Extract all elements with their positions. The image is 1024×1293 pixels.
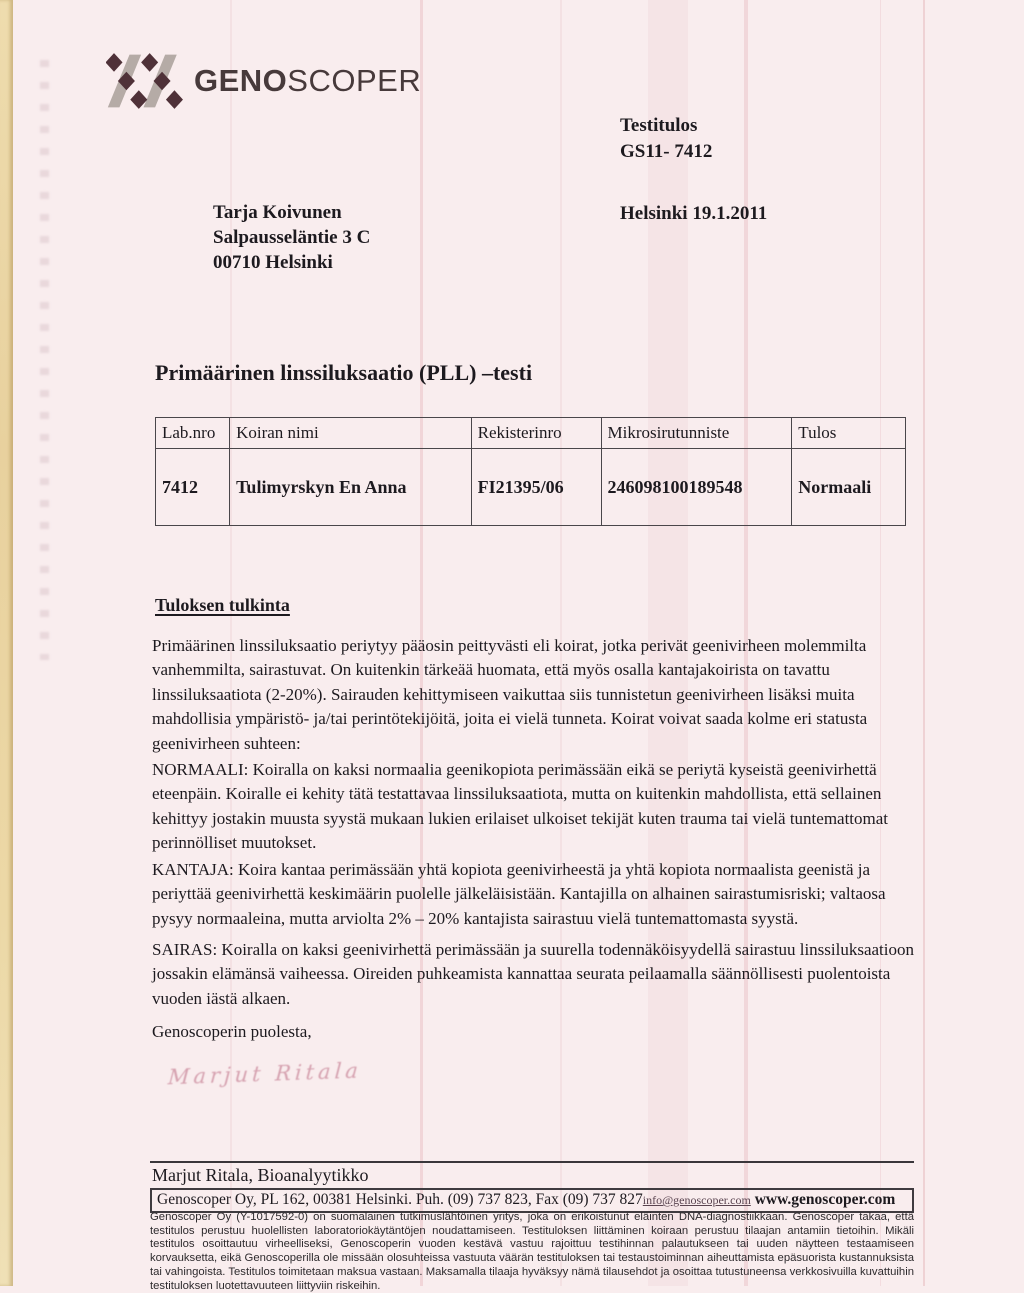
place-and-date: Helsinki 19.1.2011 xyxy=(620,203,768,224)
document-header xyxy=(620,113,712,165)
cell-labnro: 7412 xyxy=(156,449,230,526)
interpretation-paragraph-normaali: NORMAALI: Koiralla on kaksi normaalia geenikopiota perimässään eikä se periytä kyseistä geenivirhettä eteenpäin. Koiralle ei kehity tätä testattavaa linssiluksaatiota, mutta on kuitenkin mahdollista, että sellainen kehittyy jostakin muusta syystä mukaan lukien erilaiset ulkoiset tekijät kuten trauma tai vielä tuntemattomat perinnölliset muutokset. xyxy=(152,760,889,853)
recipient-street: Salpausseläntie 3 C xyxy=(213,227,371,248)
signatory-name: Marjut Ritala, Bioanalyytikko xyxy=(152,1165,369,1185)
recipient-name: Tarja Koivunen xyxy=(213,202,342,223)
genoscoper-logo-icon xyxy=(106,50,184,112)
recipient-city: 00710 Helsinki xyxy=(213,252,333,273)
company-contact-box xyxy=(150,1188,914,1213)
document-type: Testitulos xyxy=(620,115,698,136)
terms-fine-print: Genoscoper Oy (Y-1017592-0) on suomalainen tutkimuslähtöinen yritys, joka on erikoistunut eläinten DNA-diagnostiikkaan. Genoscoper takaa, että testitulos perustuu huolellisten laboratoriokäytäntöjen noudattamiseen. Testituloksen liittäminen koiraan perustuu tilaajan antamiin tietoihin. Mikäli testitulos osoittautuu virheelliseksi, Genoscoperin vuoden kestävä vastuu rajoittuu testihinnan palautukseen tai uuden näytteen testaamiseen korvauksetta, eikä Genoscoperilla ole missään olosuhteissa vastuuta väärän testituloksen tai testaustoiminnan aiheuttamista epäsuorista kustannuksista tai vahingoista. Testitulos toimitetaan maksua vastaan. Maksamalla tilaaja hyväksyy nämä tilausehdot ja osoittaa tutustuneensa verkkosivuilla kuvattuihin testituloksen luotettavuuteen liittyviin riskeihin. xyxy=(150,1211,914,1292)
closing-line: Genoscoperin puolesta, xyxy=(152,1022,312,1041)
interpretation-paragraph-kantaja: KANTAJA: Koira kantaa perimässään yhtä kopiota geenivirheestä ja yhtä kopiota normaalista geenistä ja periyttää geenivirhettä keskimäärin puolelle jälkeläisistään. Kantajilla on alhainen sairastumisriski; valtaosa pysyy normaaleina, mutta arviolta 2% – 20% kantajista sairastuu vielä tuntemattomasta syystä. xyxy=(152,860,886,928)
col-header-tulos: Tulos xyxy=(792,418,906,449)
signature-divider xyxy=(150,1161,914,1163)
cell-tulos: Normaali xyxy=(792,449,906,526)
results-table xyxy=(155,417,906,526)
scan-artifact-line xyxy=(923,0,925,1286)
table-header-row xyxy=(156,418,906,449)
interpretation-paragraph-intro: Primäärinen linssiluksaatio periytyy pääosin peittyvästi eli koirat, jotka perivät geenivirheen molemmilta vanhemmilta, sairastuvat. On kuitenkin tärkeää huomata, että myös osalla kantajakoirista on tavattu linssiluksaatiota (2-20%). Sairauden kehittymiseen vaikuttaa siis tunnistetun geenivirheen lisäksi muita mahdollisia ympäristö- ja/tai perintötekijöitä, joita ei vielä tunneta. Koirat voivat saada kolme eri statusta geenivirheen suhteen: xyxy=(152,636,868,753)
logo-text-bold: GENO xyxy=(194,63,288,98)
interpretation-heading: Tuloksen tulkinta xyxy=(155,595,290,615)
cell-rekisterinro: FI21395/06 xyxy=(471,449,601,526)
company-contact-text: Genoscoper Oy, PL 162, 00381 Helsinki. Puh. (09) 737 823, Fax (09) 737 827 xyxy=(157,1191,643,1208)
page-title: Primäärinen linssiluksaatio (PLL) –testi xyxy=(155,360,533,385)
scan-edge-strip xyxy=(0,0,13,1286)
col-header-koiran-nimi: Koiran nimi xyxy=(230,418,472,449)
interpretation-paragraph-sairas: SAIRAS: Koiralla on kaksi geenivirhettä perimässään ja suurella todennäköisyydellä sairastuu linssiluksaatioon jossakin elämänsä vaiheessa. Oireiden puhkeamista kannattaa seurata peilaamalla säännöllisesti puolentoista vuoden iästä alkaen. xyxy=(152,940,915,1008)
company-website: www.genoscoper.com xyxy=(754,1191,896,1208)
logo-text-regular: SCOPER xyxy=(287,63,422,98)
cell-koiran-nimi: Tulimyrskyn En Anna xyxy=(230,449,472,526)
scan-bleed-marks xyxy=(40,60,49,660)
handwritten-signature: Marjut Ritala xyxy=(167,1058,363,1090)
col-header-labnro: Lab.nro xyxy=(156,418,230,449)
recipient-address xyxy=(213,200,370,275)
cell-mikrosirutunniste: 246098100189548 xyxy=(601,449,792,526)
genoscoper-logo xyxy=(106,50,421,112)
table-row xyxy=(156,449,906,526)
col-header-rekisterinro: Rekisterinro xyxy=(471,418,601,449)
document-number: GS11- 7412 xyxy=(620,141,713,162)
company-email: info@genoscoper.com xyxy=(642,1193,751,1207)
genoscoper-logo-text xyxy=(194,63,421,99)
col-header-mikrosirutunniste: Mikrosirutunniste xyxy=(601,418,792,449)
